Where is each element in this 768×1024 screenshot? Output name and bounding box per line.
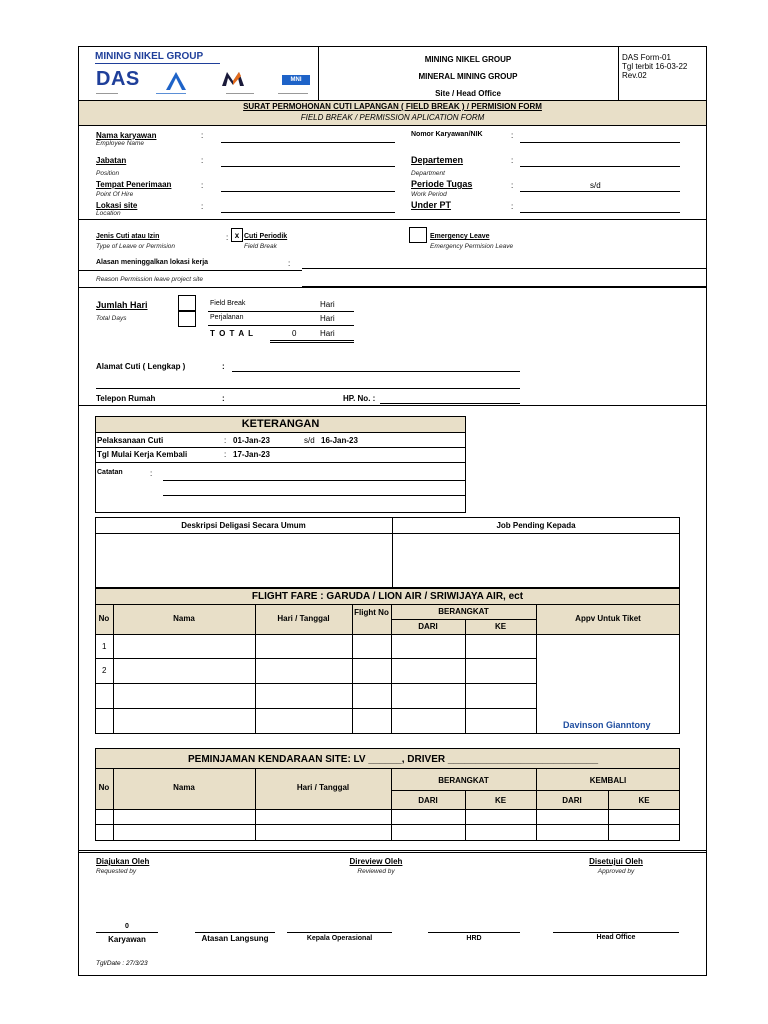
pelaksanaan-from: 01-Jan-23	[233, 436, 270, 445]
section-rule-1	[78, 219, 707, 220]
alasan-field[interactable]	[302, 268, 706, 269]
vehicle-title: PEMINJAMAN KENDARAAN SITE: LV ______, DRIVER ___________________________	[188, 754, 599, 765]
jabatan-colon: :	[201, 156, 204, 165]
mining-logo-icon: MNI	[282, 75, 310, 85]
karyawan-value: 0	[125, 923, 129, 930]
flight-col-2	[255, 604, 256, 734]
days-rule-1	[208, 311, 354, 312]
hp-label: HP. No. :	[343, 394, 376, 403]
flight-row-rule-2	[95, 683, 536, 684]
hrd-label: HRD	[466, 935, 482, 942]
vehicle-ke-header: KE	[494, 796, 507, 805]
form-subtitle: FIELD BREAK / PERMISSION APLICATION FORM	[300, 113, 485, 122]
alamat-colon: :	[222, 362, 225, 371]
field-break-hari: Hari	[320, 300, 335, 309]
catatan-label: Catatan	[97, 469, 123, 476]
flight-row-rule-1	[95, 658, 536, 659]
departemen-colon: :	[511, 156, 514, 165]
keterangan-title-rule	[95, 432, 466, 433]
vehicle-no-header: No	[98, 783, 110, 792]
karyawan-signature-line[interactable]	[96, 932, 158, 933]
vehicle-row-rule	[95, 824, 680, 825]
direview-sublabel: Reviewed by	[357, 868, 395, 875]
company-name-2: MINERAL MINING GROUP	[418, 72, 518, 81]
nama-field[interactable]	[221, 142, 395, 143]
jabatan-field[interactable]	[221, 166, 395, 167]
alamat-field[interactable]	[232, 371, 520, 372]
kepala-label: Kepala Operasional	[306, 935, 373, 942]
departemen-sublabel: Department	[411, 170, 445, 177]
nama-block	[96, 131, 156, 147]
flight-tanggal-header: Hari / Tanggal	[277, 614, 330, 623]
flight-berangkat-header: BERANGKAT	[438, 607, 489, 616]
nik-field[interactable]	[520, 142, 680, 143]
lokasi-label: Lokasi site	[96, 201, 138, 210]
atasan-label: Atasan Langsung	[201, 934, 269, 943]
jabatan-sublabel: Position	[96, 170, 120, 177]
pelaksanaan-label: Pelaksanaan Cuti	[97, 436, 164, 445]
diajukan-sublabel: Requested by	[96, 868, 137, 875]
total-label: T O T A L	[210, 329, 254, 338]
diajukan-label: Diajukan Oleh	[96, 857, 150, 866]
vehicle-col-2	[255, 768, 256, 841]
head-office-signature-line[interactable]	[553, 932, 679, 933]
mulai-value: 17-Jan-23	[233, 450, 270, 459]
perjalanan-hari: Hari	[320, 314, 335, 323]
brand-name: MINING NIKEL GROUP	[95, 51, 204, 62]
tempat-colon: :	[201, 181, 204, 190]
job-pending-cell[interactable]	[393, 534, 679, 581]
emergency-sublabel: Emergency Permision Leave	[430, 243, 514, 250]
vehicle-berangkat-header: BERANGKAT	[438, 776, 489, 785]
lokasi-colon: :	[201, 202, 204, 211]
alamat-field-2[interactable]	[96, 388, 520, 389]
direview-label: Direview Oleh	[349, 857, 403, 866]
pelaksanaan-sd: s/d	[304, 436, 315, 445]
cuti-periodik-label: Cuti Periodik	[244, 233, 288, 240]
disetujui-label: Disetujui Oleh	[589, 857, 643, 866]
logo-captions	[96, 92, 341, 95]
periode-sd: s/d	[590, 181, 601, 190]
days-rule-2	[208, 325, 354, 326]
flight-no-header: No	[98, 614, 110, 623]
form-issue-date: Tgl terbit 16-03-22	[622, 62, 688, 71]
jenis-label: Jenis Cuti atau Izin	[96, 233, 160, 240]
periode-sublabel: Work Period	[411, 191, 447, 198]
telepon-colon: :	[222, 394, 225, 403]
atasan-signature-line[interactable]	[195, 932, 275, 933]
vehicle-kembali-dari-header: DARI	[562, 796, 582, 805]
telepon-label: Telepon Rumah	[96, 394, 156, 403]
nama-sublabel: Employee Name	[96, 140, 145, 147]
field-break-label: Field Break	[210, 300, 246, 307]
flight-approver: Davinson Gianntony	[563, 720, 651, 730]
catatan-colon: :	[150, 469, 153, 478]
pt-colon: :	[511, 202, 514, 211]
das-logo: DAS	[96, 68, 140, 90]
vehicle-col-1	[113, 768, 114, 841]
flight-appv-rule	[536, 634, 680, 635]
mineral-logo-icon	[222, 72, 244, 86]
departemen-label: Departemen	[411, 155, 464, 165]
site-label: Site / Head Office	[435, 89, 501, 98]
alamat-label: Alamat Cuti ( Lengkap )	[96, 362, 186, 371]
section-rule-3	[78, 405, 707, 406]
hp-field[interactable]	[380, 403, 520, 404]
vehicle-nama-header: Nama	[173, 783, 195, 792]
keterangan-rule-2	[95, 462, 466, 463]
company-name-1: MINING NIKEL GROUP	[424, 55, 512, 64]
perjalanan-days-box[interactable]	[178, 311, 196, 327]
delegasi-col2: Job Pending Kepada	[496, 521, 576, 530]
pelaksanaan-to: 16-Jan-23	[321, 436, 358, 445]
nickel-logo-icon	[166, 72, 186, 90]
nik-colon: :	[511, 131, 514, 140]
emergency-checkbox[interactable]	[409, 227, 427, 243]
total-rule-2	[270, 342, 354, 343]
alasan-label: Alasan meninggalkan lokasi kerja	[96, 259, 209, 266]
vehicle-dari-header: DARI	[418, 796, 438, 805]
jenis-colon: :	[226, 233, 229, 242]
flight-number-header: Flight No	[354, 608, 389, 617]
periode-field[interactable]	[520, 191, 680, 192]
flight-dari-header: DARI	[418, 622, 438, 631]
pelaksanaan-colon: :	[224, 436, 227, 445]
lokasi-field[interactable]	[221, 212, 395, 213]
tempat-field[interactable]	[221, 191, 395, 192]
periode-label: Periode Tugas	[411, 179, 473, 189]
form-title: SURAT PERMOHONAN CUTI LAPANGAN ( FIELD BREAK ) / PERMISION FORM	[243, 102, 542, 111]
section-rule-2	[78, 287, 707, 288]
delegasi-description-cell[interactable]	[96, 534, 391, 581]
mulai-label: Tgl Mulai Kerja Kembali	[97, 450, 188, 459]
jabatan-label: Jabatan	[96, 156, 127, 165]
head-office-label: Head Office	[596, 934, 636, 941]
tgl-date: Tgl/Date : 27/3/23	[96, 960, 148, 967]
vehicle-sub-rule	[391, 790, 680, 791]
alasan-row-rule	[78, 270, 302, 271]
vehicle-header-rule	[95, 809, 680, 810]
periode-colon: :	[511, 181, 514, 190]
catatan-field-2[interactable]	[163, 495, 465, 496]
flight-col-3	[352, 604, 353, 734]
nama-colon: :	[201, 131, 204, 140]
flight-row-rule-3	[95, 708, 536, 709]
flight-nama-header: Nama	[173, 614, 195, 623]
form-number: DAS Form-01	[622, 53, 671, 62]
jumlah-hari-sublabel: Total Days	[96, 315, 127, 322]
alasan-sublabel: Reason Permission leave project site	[96, 276, 203, 283]
tempat-label: Tempat Penerimaan	[96, 180, 172, 189]
total-hari: Hari	[320, 329, 335, 338]
form-meta	[622, 53, 687, 80]
vehicle-tanggal-header: Hari / Tanggal	[296, 783, 350, 792]
field-break-days-box[interactable]	[178, 295, 196, 311]
flight-appv-header: Appv Untuk Tiket	[575, 614, 641, 623]
catatan-field-1[interactable]	[163, 480, 465, 481]
disetujui-sublabel: Approved by	[597, 868, 635, 875]
nik-label: Nomor Karyawan/NIK	[411, 131, 483, 138]
karyawan-label: Karyawan	[108, 935, 146, 944]
lokasi-sublabel: Location	[96, 210, 121, 217]
vehicle-kembali-header: KEMBALI	[589, 776, 627, 785]
flight-col-6	[536, 604, 537, 734]
header-divider-right	[618, 46, 619, 100]
vehicle-kembali-ke-header: KE	[638, 796, 650, 805]
flight-col-5	[465, 619, 466, 734]
delegasi-col1: Deskripsi Deligasi Secara Umum	[181, 521, 306, 530]
flight-ke-header: KE	[494, 622, 507, 631]
keterangan-title: KETERANGAN	[96, 417, 465, 432]
nama-label: Nama karyawan	[96, 131, 157, 140]
vehicle-title-rule	[95, 768, 680, 769]
pt-label: Under PT	[411, 200, 452, 210]
flight-title: FLIGHT FARE : GARUDA / LION AIR / SRIWIJAYA AIR, ect	[96, 589, 679, 604]
signature-rule-1	[78, 850, 707, 851]
mulai-colon: :	[224, 450, 227, 459]
flight-row-2-no: 2	[102, 666, 107, 675]
total-rule-1	[270, 340, 354, 341]
cuti-periodik-sublabel: Field Break	[244, 243, 277, 250]
pt-field[interactable]	[520, 212, 680, 213]
tempat-sublabel: Point Of Hire	[96, 191, 134, 198]
form-revision: Rev.02	[622, 71, 647, 80]
title-bottom-rule	[78, 125, 707, 126]
departemen-field[interactable]	[520, 166, 680, 167]
flight-col-1	[113, 604, 114, 734]
total-value: 0	[292, 329, 297, 338]
jumlah-hari-label: Jumlah Hari	[96, 300, 148, 310]
jenis-sublabel: Type of Leave or Permision	[96, 243, 175, 250]
perjalanan-label: Perjalanan	[210, 314, 244, 321]
cuti-periodik-checkbox[interactable]: x	[231, 228, 243, 242]
signature-rule-2	[78, 852, 707, 853]
emergency-label: Emergency Leave	[430, 233, 490, 240]
flight-berangkat-rule	[391, 619, 536, 620]
flight-header-rule	[95, 634, 536, 635]
kepala-signature-line[interactable]	[287, 932, 392, 933]
flight-row-1-no: 1	[102, 642, 107, 651]
brand-underline	[95, 63, 220, 64]
hrd-signature-line[interactable]	[428, 932, 520, 933]
keterangan-rule-1	[95, 447, 466, 448]
alasan-colon: :	[288, 259, 291, 268]
